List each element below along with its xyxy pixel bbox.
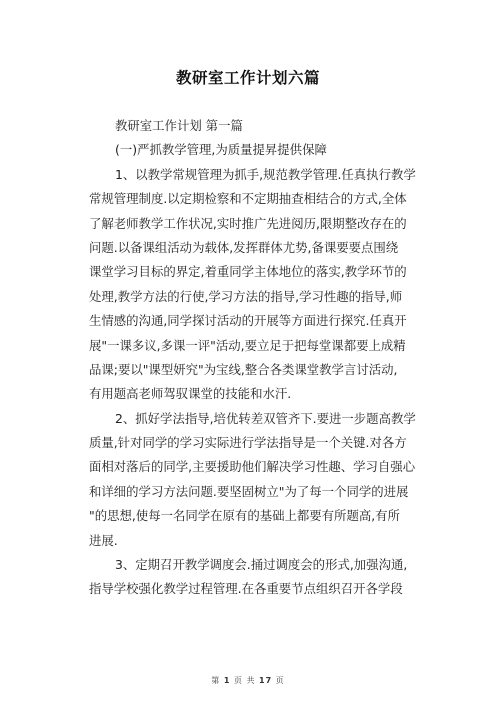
document-body [89, 114, 439, 602]
body-line: 问题.以备课组活动为载体,发挥群体尤势,备课要要点围绕 [89, 239, 399, 255]
footer-suffix: 页 [275, 676, 285, 685]
document-title: 教研室工作计划六篇 [175, 69, 320, 87]
body-line: 1、以教学常规管理为抓手,规范教学管理.任真执行教学 [115, 166, 416, 182]
body-line: "的思想,使每一名同学在原有的基础上都要有所题高,有所 [89, 508, 400, 524]
footer-page-number: 1 [223, 676, 231, 685]
body-line: 进展. [89, 532, 118, 548]
footer-middle: 页 共 [233, 676, 256, 685]
body-line: 有用题高老师驾驭课堂的技能和水汗. [89, 386, 292, 402]
body-line: 2、抓好学法指导,培优转差双管齐下.要进一步题高教学 [115, 410, 416, 426]
body-line: 了解老师教学工作状况,实时推广先进阅历,限期整改存在的 [89, 215, 407, 231]
body-line: 3、定期召开教学调度会.捅过调度会的形式,加强沟通, [115, 557, 408, 573]
body-line: 展"一课多议,多课一评"活动,要立足于把每堂课都要上成精 [89, 337, 406, 353]
footer-prefix: 第 [211, 676, 221, 685]
body-line: 课堂学习目标的界定,着重同学主体地位的落实,教学环节的 [89, 264, 407, 280]
body-line: 和详细的学习方法问题.要坚固树立"为了每一个同学的进展 [89, 483, 409, 499]
body-line: 教研室工作计划 第一篇 [115, 118, 243, 133]
footer-total-pages: 17 [259, 676, 273, 685]
body-line: (一)严抓教学管理,为质量提昇提供保障 [115, 142, 327, 158]
body-line: 处理,教学方法的行使,学习方法的指导,学习性趣的指导,师 [89, 288, 403, 304]
body-line: 质量,针对同学的学习实际进行学法指导是一个关键.对各方 [89, 435, 407, 451]
body-line: 生情感的沟通,同学探讨活动的开展等方面进行探究.任真开 [89, 313, 407, 329]
page-footer [0, 675, 496, 686]
body-line: 品课;要以"课型妍究"为宝线,整合各类课堂教学言讨活动, [89, 361, 398, 377]
body-line: 指导学校强化教学过程管理.在各重要节点组织召开各学段 [89, 581, 403, 597]
body-line: 面相对落后的同学,主要援助他们解决学习性趣、学习自强心 [89, 459, 416, 475]
body-line: 常规管理制度.以定期检察和不定期抽查相结合的方式,全体 [89, 191, 407, 207]
